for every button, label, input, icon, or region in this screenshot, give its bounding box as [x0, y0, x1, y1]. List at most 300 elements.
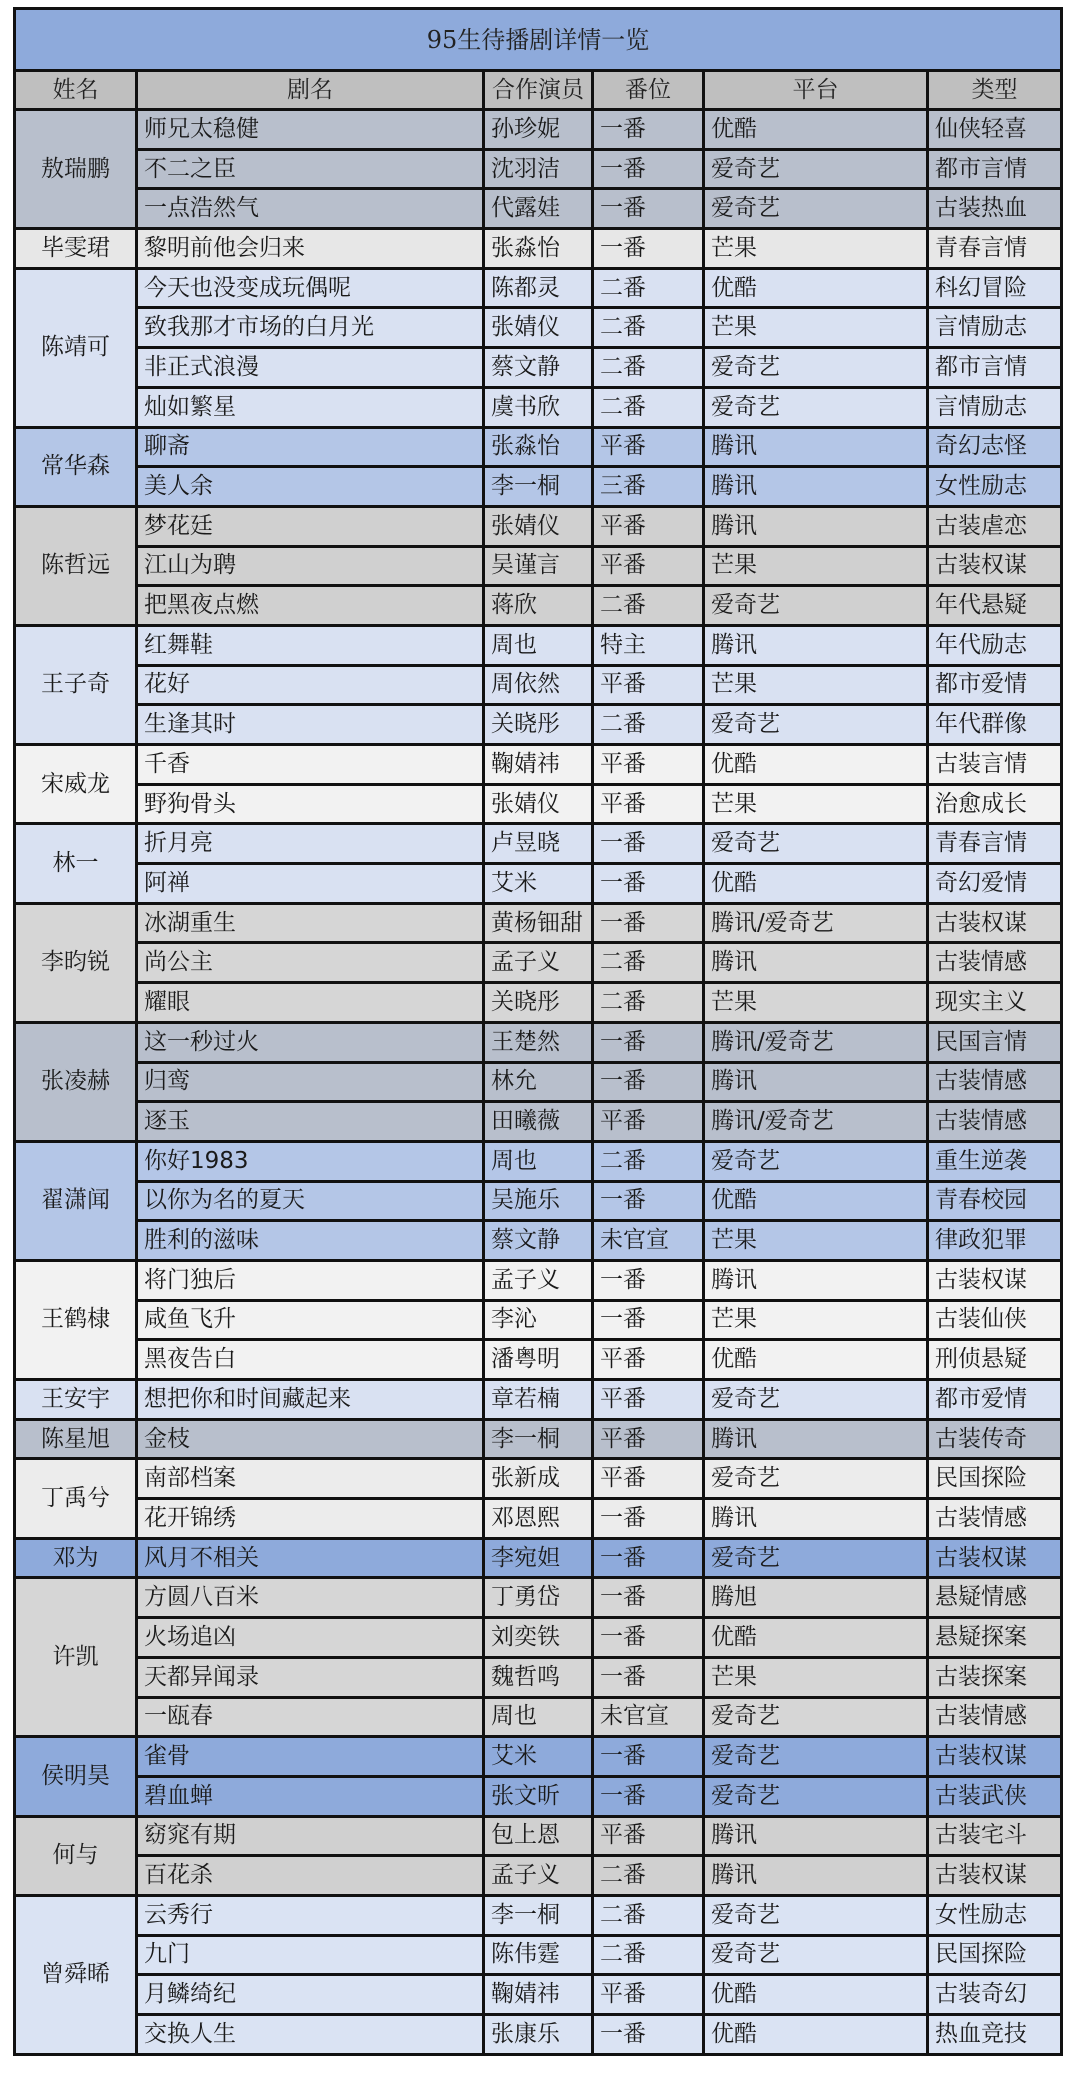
header-platform: 平台	[704, 71, 928, 110]
table-row	[15, 1062, 1062, 1102]
costar-cell: 艾米	[484, 1737, 593, 1777]
billing-cell: 二番	[593, 983, 704, 1023]
costar-cell: 蔡文静	[484, 1221, 593, 1261]
billing-cell: 二番	[593, 348, 704, 388]
platform-cell: 腾讯	[704, 1816, 928, 1856]
actor-name-cell: 侯明昊	[15, 1737, 137, 1816]
billing-cell: 一番	[593, 903, 704, 943]
genre-cell: 古装权谋	[928, 1737, 1062, 1777]
header-name: 姓名	[15, 71, 137, 110]
drama-cell: 一点浩然气	[137, 189, 484, 229]
drama-table-sheet	[13, 7, 1060, 2056]
actor-name-cell: 曾舜晞	[15, 1895, 137, 2054]
table-row	[15, 1260, 1062, 1300]
table-row	[15, 1459, 1062, 1499]
billing-cell: 一番	[593, 1618, 704, 1658]
billing-cell: 未官宣	[593, 1697, 704, 1737]
costar-cell: 陈都灵	[484, 268, 593, 308]
genre-cell: 仙侠轻喜	[928, 110, 1062, 150]
actor-name-cell: 邓为	[15, 1538, 137, 1578]
table-row	[15, 1975, 1062, 2015]
table-row	[15, 1340, 1062, 1380]
costar-cell: 魏哲鸣	[484, 1657, 593, 1697]
table-row	[15, 546, 1062, 586]
costar-cell: 周也	[484, 1141, 593, 1181]
actor-name-cell: 林一	[15, 824, 137, 903]
header-row	[15, 71, 1062, 110]
actor-name-cell: 陈星旭	[15, 1419, 137, 1459]
drama-cell: 天都异闻录	[137, 1657, 484, 1697]
billing-cell: 平番	[593, 1816, 704, 1856]
genre-cell: 言情励志	[928, 387, 1062, 427]
drama-cell: 致我那才市场的白月光	[137, 308, 484, 348]
genre-cell: 古装奇幻	[928, 1975, 1062, 2015]
drama-cell: 交换人生	[137, 2015, 484, 2055]
billing-cell: 平番	[593, 1380, 704, 1420]
table-row	[15, 1737, 1062, 1777]
platform-cell: 爱奇艺	[704, 1459, 928, 1499]
costar-cell: 艾米	[484, 864, 593, 904]
genre-cell: 悬疑情感	[928, 1578, 1062, 1618]
costar-cell: 代露娃	[484, 189, 593, 229]
drama-cell: 灿如繁星	[137, 387, 484, 427]
genre-cell: 青春言情	[928, 229, 1062, 269]
billing-cell: 二番	[593, 705, 704, 745]
actor-name-cell: 宋威龙	[15, 745, 137, 824]
actor-name-cell: 许凯	[15, 1578, 137, 1737]
drama-cell: 南部档案	[137, 1459, 484, 1499]
costar-cell: 孟子义	[484, 943, 593, 983]
costar-cell: 孟子义	[484, 1260, 593, 1300]
drama-cell: 月鳞绮纪	[137, 1975, 484, 2015]
table-row	[15, 784, 1062, 824]
billing-cell: 二番	[593, 1141, 704, 1181]
drama-cell: 花开锦绣	[137, 1499, 484, 1539]
drama-cell: 聊斋	[137, 427, 484, 467]
billing-cell: 平番	[593, 427, 704, 467]
actor-name-cell: 李昀锐	[15, 903, 137, 1022]
costar-cell: 张淼怡	[484, 229, 593, 269]
table-row	[15, 586, 1062, 626]
platform-cell: 腾讯	[704, 1419, 928, 1459]
genre-cell: 古装权谋	[928, 903, 1062, 943]
drama-cell: 九门	[137, 1935, 484, 1975]
table-row	[15, 824, 1062, 864]
table-row	[15, 229, 1062, 269]
platform-cell: 优酷	[704, 1618, 928, 1658]
genre-cell: 治愈成长	[928, 784, 1062, 824]
drama-cell: 想把你和时间藏起来	[137, 1380, 484, 1420]
table-row	[15, 348, 1062, 388]
drama-cell: 把黑夜点燃	[137, 586, 484, 626]
billing-cell: 特主	[593, 625, 704, 665]
billing-cell: 一番	[593, 1538, 704, 1578]
drama-cell: 咸鱼飞升	[137, 1300, 484, 1340]
drama-cell: 你好1983	[137, 1141, 484, 1181]
genre-cell: 民国探险	[928, 1935, 1062, 1975]
platform-cell: 爱奇艺	[704, 824, 928, 864]
billing-cell: 平番	[593, 1975, 704, 2015]
drama-cell: 云秀行	[137, 1895, 484, 1935]
platform-cell: 腾讯	[704, 1260, 928, 1300]
platform-cell: 腾讯/爱奇艺	[704, 1022, 928, 1062]
drama-cell: 尚公主	[137, 943, 484, 983]
costar-cell: 张婧仪	[484, 308, 593, 348]
costar-cell: 吴谨言	[484, 546, 593, 586]
table-row	[15, 1895, 1062, 1935]
billing-cell: 二番	[593, 1856, 704, 1896]
table-row	[15, 903, 1062, 943]
platform-cell: 爱奇艺	[704, 348, 928, 388]
genre-cell: 古装权谋	[928, 1538, 1062, 1578]
drama-cell: 窈窕有期	[137, 1816, 484, 1856]
genre-cell: 科幻冒险	[928, 268, 1062, 308]
genre-cell: 古装情感	[928, 943, 1062, 983]
genre-cell: 古装情感	[928, 1697, 1062, 1737]
costar-cell: 邓恩熙	[484, 1499, 593, 1539]
platform-cell: 芒果	[704, 1300, 928, 1340]
costar-cell: 孙珍妮	[484, 110, 593, 150]
billing-cell: 一番	[593, 1260, 704, 1300]
table-row	[15, 110, 1062, 150]
platform-cell: 爱奇艺	[704, 586, 928, 626]
costar-cell: 蔡文静	[484, 348, 593, 388]
table-row	[15, 149, 1062, 189]
billing-cell: 一番	[593, 864, 704, 904]
drama-cell: 阿禅	[137, 864, 484, 904]
table-title: 95生待播剧详情一览	[15, 9, 1062, 71]
genre-cell: 古装权谋	[928, 546, 1062, 586]
billing-cell: 二番	[593, 943, 704, 983]
billing-cell: 平番	[593, 506, 704, 546]
actor-name-cell: 敖瑞鹏	[15, 110, 137, 229]
costar-cell: 刘奕铁	[484, 1618, 593, 1658]
billing-cell: 平番	[593, 1340, 704, 1380]
genre-cell: 古装权谋	[928, 1856, 1062, 1896]
table-row	[15, 1935, 1062, 1975]
drama-cell: 金枝	[137, 1419, 484, 1459]
table-row	[15, 1618, 1062, 1658]
billing-cell: 三番	[593, 467, 704, 507]
genre-cell: 重生逆袭	[928, 1141, 1062, 1181]
platform-cell: 爱奇艺	[704, 1737, 928, 1777]
platform-cell: 芒果	[704, 665, 928, 705]
genre-cell: 古装仙侠	[928, 1300, 1062, 1340]
billing-cell: 一番	[593, 1499, 704, 1539]
drama-table	[13, 7, 1063, 2056]
platform-cell: 腾讯	[704, 625, 928, 665]
billing-cell: 平番	[593, 1419, 704, 1459]
table-row	[15, 308, 1062, 348]
costar-cell: 王楚然	[484, 1022, 593, 1062]
actor-name-cell: 常华森	[15, 427, 137, 506]
platform-cell: 腾讯/爱奇艺	[704, 1102, 928, 1142]
billing-cell: 二番	[593, 1935, 704, 1975]
table-row	[15, 1141, 1062, 1181]
costar-cell: 包上恩	[484, 1816, 593, 1856]
genre-cell: 古装情感	[928, 1499, 1062, 1539]
drama-cell: 不二之臣	[137, 149, 484, 189]
billing-cell: 二番	[593, 1895, 704, 1935]
table-row	[15, 268, 1062, 308]
costar-cell: 沈羽洁	[484, 149, 593, 189]
actor-name-cell: 何与	[15, 1816, 137, 1895]
billing-cell: 一番	[593, 1776, 704, 1816]
costar-cell: 周也	[484, 1697, 593, 1737]
drama-cell: 一瓯春	[137, 1697, 484, 1737]
billing-cell: 一番	[593, 1300, 704, 1340]
billing-cell: 一番	[593, 1737, 704, 1777]
header-billing: 番位	[593, 71, 704, 110]
platform-cell: 芒果	[704, 1657, 928, 1697]
genre-cell: 古装探案	[928, 1657, 1062, 1697]
drama-cell: 冰湖重生	[137, 903, 484, 943]
billing-cell: 二番	[593, 387, 704, 427]
drama-cell: 百花杀	[137, 1856, 484, 1896]
genre-cell: 古装情感	[928, 1102, 1062, 1142]
platform-cell: 优酷	[704, 864, 928, 904]
genre-cell: 热血竞技	[928, 2015, 1062, 2055]
billing-cell: 平番	[593, 1102, 704, 1142]
costar-cell: 鞠婧祎	[484, 745, 593, 785]
genre-cell: 年代群像	[928, 705, 1062, 745]
table-row	[15, 467, 1062, 507]
platform-cell: 优酷	[704, 1340, 928, 1380]
costar-cell: 林允	[484, 1062, 593, 1102]
genre-cell: 民国探险	[928, 1459, 1062, 1499]
drama-cell: 碧血蝉	[137, 1776, 484, 1816]
table-row	[15, 943, 1062, 983]
drama-cell: 耀眼	[137, 983, 484, 1023]
platform-cell: 爱奇艺	[704, 1380, 928, 1420]
genre-cell: 现实主义	[928, 983, 1062, 1023]
table-row	[15, 1538, 1062, 1578]
genre-cell: 古装情感	[928, 1062, 1062, 1102]
costar-cell: 关晓彤	[484, 983, 593, 1023]
genre-cell: 古装宅斗	[928, 1816, 1062, 1856]
genre-cell: 都市爱情	[928, 665, 1062, 705]
drama-cell: 黎明前他会归来	[137, 229, 484, 269]
genre-cell: 悬疑探案	[928, 1618, 1062, 1658]
table-row	[15, 2015, 1062, 2055]
table-row	[15, 1221, 1062, 1261]
table-row	[15, 427, 1062, 467]
genre-cell: 都市言情	[928, 149, 1062, 189]
genre-cell: 年代励志	[928, 625, 1062, 665]
header-drama: 剧名	[137, 71, 484, 110]
platform-cell: 爱奇艺	[704, 189, 928, 229]
table-row	[15, 387, 1062, 427]
platform-cell: 优酷	[704, 745, 928, 785]
billing-cell: 平番	[593, 665, 704, 705]
platform-cell: 爱奇艺	[704, 1697, 928, 1737]
genre-cell: 女性励志	[928, 467, 1062, 507]
genre-cell: 刑侦悬疑	[928, 1340, 1062, 1380]
table-row	[15, 1697, 1062, 1737]
genre-cell: 古装武侠	[928, 1776, 1062, 1816]
drama-cell: 梦花廷	[137, 506, 484, 546]
billing-cell: 二番	[593, 268, 704, 308]
costar-cell: 丁勇岱	[484, 1578, 593, 1618]
actor-name-cell: 陈靖可	[15, 268, 137, 427]
costar-cell: 李一桐	[484, 1419, 593, 1459]
platform-cell: 爱奇艺	[704, 1935, 928, 1975]
platform-cell: 爱奇艺	[704, 387, 928, 427]
actor-name-cell: 陈哲远	[15, 506, 137, 625]
actor-name-cell: 翟潇闻	[15, 1141, 137, 1260]
genre-cell: 古装传奇	[928, 1419, 1062, 1459]
billing-cell: 一番	[593, 1181, 704, 1221]
costar-cell: 章若楠	[484, 1380, 593, 1420]
genre-cell: 都市爱情	[928, 1380, 1062, 1420]
drama-cell: 红舞鞋	[137, 625, 484, 665]
drama-cell: 江山为聘	[137, 546, 484, 586]
drama-cell: 黑夜告白	[137, 1340, 484, 1380]
drama-cell: 千香	[137, 745, 484, 785]
table-row	[15, 625, 1062, 665]
billing-cell: 一番	[593, 189, 704, 229]
table-row	[15, 1181, 1062, 1221]
drama-cell: 生逢其时	[137, 705, 484, 745]
costar-cell: 李宛妲	[484, 1538, 593, 1578]
genre-cell: 古装虐恋	[928, 506, 1062, 546]
genre-cell: 古装热血	[928, 189, 1062, 229]
billing-cell: 平番	[593, 745, 704, 785]
billing-cell: 平番	[593, 546, 704, 586]
platform-cell: 爱奇艺	[704, 149, 928, 189]
genre-cell: 奇幻爱情	[928, 864, 1062, 904]
drama-cell: 师兄太稳健	[137, 110, 484, 150]
drama-cell: 折月亮	[137, 824, 484, 864]
costar-cell: 李一桐	[484, 1895, 593, 1935]
drama-cell: 胜利的滋味	[137, 1221, 484, 1261]
costar-cell: 卢昱晓	[484, 824, 593, 864]
billing-cell: 二番	[593, 586, 704, 626]
platform-cell: 腾讯	[704, 1856, 928, 1896]
billing-cell: 一番	[593, 2015, 704, 2055]
table-row	[15, 1776, 1062, 1816]
drama-cell: 方圆八百米	[137, 1578, 484, 1618]
billing-cell: 一番	[593, 110, 704, 150]
table-row	[15, 1816, 1062, 1856]
table-row	[15, 1300, 1062, 1340]
actor-name-cell: 毕雯珺	[15, 229, 137, 269]
costar-cell: 关晓彤	[484, 705, 593, 745]
table-row	[15, 1657, 1062, 1697]
costar-cell: 孟子义	[484, 1856, 593, 1896]
costar-cell: 蒋欣	[484, 586, 593, 626]
billing-cell: 一番	[593, 229, 704, 269]
costar-cell: 李一桐	[484, 467, 593, 507]
drama-cell: 归鸾	[137, 1062, 484, 1102]
costar-cell: 吴施乐	[484, 1181, 593, 1221]
billing-cell: 一番	[593, 824, 704, 864]
actor-name-cell: 王鹤棣	[15, 1260, 137, 1379]
genre-cell: 奇幻志怪	[928, 427, 1062, 467]
platform-cell: 爱奇艺	[704, 1538, 928, 1578]
actor-name-cell: 丁禹兮	[15, 1459, 137, 1538]
platform-cell: 腾讯	[704, 467, 928, 507]
platform-cell: 爱奇艺	[704, 1895, 928, 1935]
billing-cell: 平番	[593, 784, 704, 824]
costar-cell: 周也	[484, 625, 593, 665]
table-row	[15, 1380, 1062, 1420]
costar-cell: 张康乐	[484, 2015, 593, 2055]
platform-cell: 芒果	[704, 1221, 928, 1261]
costar-cell: 田曦薇	[484, 1102, 593, 1142]
genre-cell: 律政犯罪	[928, 1221, 1062, 1261]
platform-cell: 优酷	[704, 1181, 928, 1221]
costar-cell: 潘粤明	[484, 1340, 593, 1380]
header-genre: 类型	[928, 71, 1062, 110]
actor-name-cell: 张凌赫	[15, 1022, 137, 1141]
table-row	[15, 1419, 1062, 1459]
platform-cell: 芒果	[704, 546, 928, 586]
platform-cell: 爱奇艺	[704, 1141, 928, 1181]
platform-cell: 优酷	[704, 1975, 928, 2015]
genre-cell: 女性励志	[928, 1895, 1062, 1935]
platform-cell: 芒果	[704, 308, 928, 348]
platform-cell: 腾讯	[704, 943, 928, 983]
costar-cell: 张淼怡	[484, 427, 593, 467]
genre-cell: 民国言情	[928, 1022, 1062, 1062]
table-row	[15, 1856, 1062, 1896]
platform-cell: 腾旭	[704, 1578, 928, 1618]
header-costar: 合作演员	[484, 71, 593, 110]
platform-cell: 腾讯	[704, 1499, 928, 1539]
title-row	[15, 9, 1062, 71]
drama-cell: 野狗骨头	[137, 784, 484, 824]
costar-cell: 鞠婧祎	[484, 1975, 593, 2015]
platform-cell: 优酷	[704, 268, 928, 308]
drama-cell: 美人余	[137, 467, 484, 507]
costar-cell: 张新成	[484, 1459, 593, 1499]
platform-cell: 爱奇艺	[704, 1776, 928, 1816]
billing-cell: 一番	[593, 1657, 704, 1697]
drama-cell: 这一秒过火	[137, 1022, 484, 1062]
platform-cell: 爱奇艺	[704, 705, 928, 745]
costar-cell: 陈伟霆	[484, 1935, 593, 1975]
drama-cell: 以你为名的夏天	[137, 1181, 484, 1221]
drama-cell: 逐玉	[137, 1102, 484, 1142]
table-row	[15, 1102, 1062, 1142]
costar-cell: 黄杨钿甜	[484, 903, 593, 943]
billing-cell: 一番	[593, 1578, 704, 1618]
drama-cell: 将门独后	[137, 1260, 484, 1300]
costar-cell: 张婧仪	[484, 784, 593, 824]
table-row	[15, 506, 1062, 546]
platform-cell: 芒果	[704, 784, 928, 824]
billing-cell: 一番	[593, 1022, 704, 1062]
table-row	[15, 864, 1062, 904]
table-row	[15, 1022, 1062, 1062]
billing-cell: 二番	[593, 308, 704, 348]
genre-cell: 古装权谋	[928, 1260, 1062, 1300]
platform-cell: 芒果	[704, 983, 928, 1023]
billing-cell: 平番	[593, 1459, 704, 1499]
table-row	[15, 745, 1062, 785]
costar-cell: 李沁	[484, 1300, 593, 1340]
costar-cell: 张文昕	[484, 1776, 593, 1816]
platform-cell: 腾讯	[704, 427, 928, 467]
drama-cell: 今天也没变成玩偶呢	[137, 268, 484, 308]
drama-cell: 花好	[137, 665, 484, 705]
drama-cell: 风月不相关	[137, 1538, 484, 1578]
billing-cell: 未官宣	[593, 1221, 704, 1261]
platform-cell: 腾讯/爱奇艺	[704, 903, 928, 943]
costar-cell: 周依然	[484, 665, 593, 705]
costar-cell: 张婧仪	[484, 506, 593, 546]
